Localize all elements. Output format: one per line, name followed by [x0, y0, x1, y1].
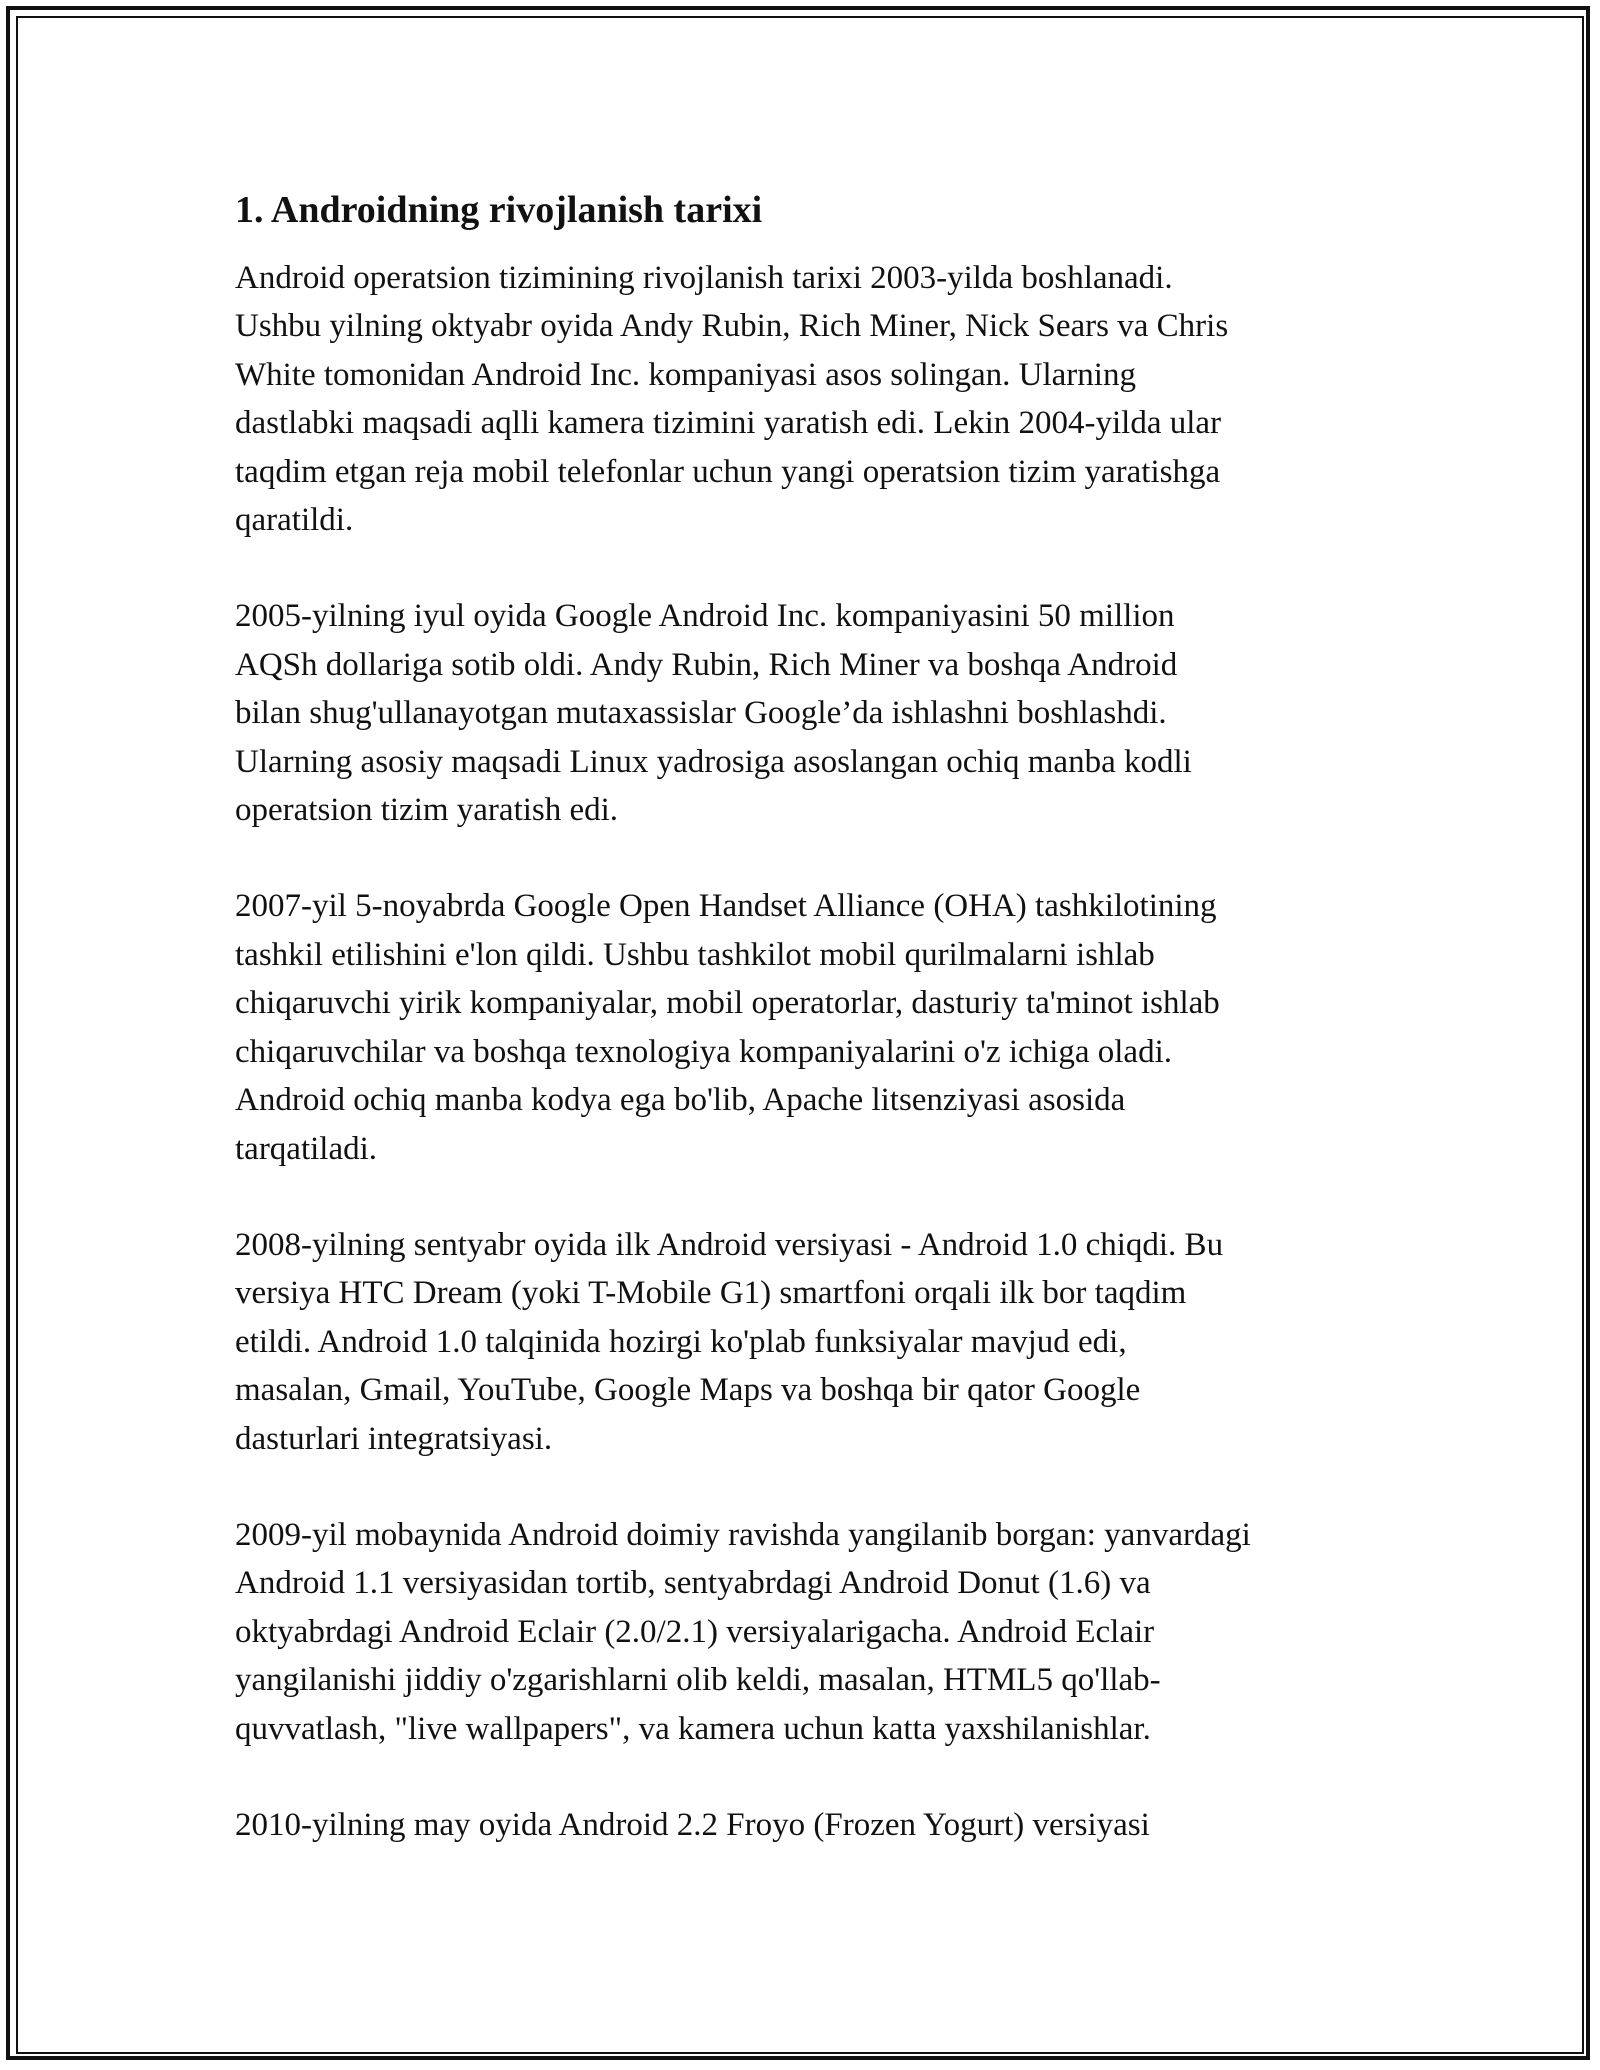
section-heading: 1. Androidning rivojlanish tarixi	[235, 189, 763, 231]
paragraph-2005: 2005-yilning iyul oyida Google Android Inc. kompaniyasini 50 million AQSh dollariga sotib oldi. Andy Rubin, Rich Miner va boshqa Android bilan shug'ullanayotgan mutaxassislar Google’da ishlashni boshlashdi. Ularning asosiy maqsadi Linux yadrosiga asoslangan ochiq manba kodli operatsion tizim yaratish edi.	[235, 598, 1192, 829]
paragraph-2008: 2008-yilning sentyabr oyida ilk Android versiyasi - Android 1.0 chiqdi. Bu versiya HTC Dream (yoki T-Mobile G1) smartfoni orqali ilk bor taqdim etildi. Android 1.0 talqinida hozirgi ko'plab funksiyalar mavjud edi, masalan, Gmail, YouTube, Google Maps va boshqa bir qator Google dasturlari integratsiyasi.	[235, 1226, 1224, 1457]
paragraph-2003: Android operatsion tizimining rivojlanish tarixi 2003-yilda boshlanadi. Ushbu yilning oktyabr oyida Andy Rubin, Rich Miner, Nick Sears va Chris White tomonidan Android Inc. kompaniyasi asos solingan. Ularning dastlabki maqsadi aqlli kamera tizimini yaratish edi. Lekin 2004-yilda ular taqdim etgan reja mobil telefonlar uchun yangi operatsion tizim yaratishga qaratildi.	[235, 260, 1229, 539]
paragraph-2010: 2010-yilning may oyida Android 2.2 Froyo (Frozen Yogurt) versiyasi	[235, 1806, 1150, 1843]
paragraph-2007: 2007-yil 5-noyabrda Google Open Handset Alliance (OHA) tashkilotining tashkil etilishini e'lon qildi. Ushbu tashkilot mobil qurilmalarni ishlab chiqaruvchi yirik kompaniyalar, mobil operatorlar, dasturiy ta'minot ishlab chiqaruvchilar va boshqa texnologiya kompaniyalarini o'z ichiga oladi. Android ochiq manba kodya ega bo'lib, Apache litsenziyasi asosida tarqatiladi.	[235, 888, 1220, 1167]
document-body	[235, 186, 1395, 1849]
paragraph-list	[235, 254, 1395, 1849]
paragraph-2009: 2009-yil mobaynida Android doimiy ravishda yangilanib borgan: yanvardagi Android 1.1 versiyasidan tortib, sentyabrdagi Android Donut (1.6) va oktyabrdagi Android Eclair (2.0/2.1) versiyalarigacha. Android Eclair yangilanishi jiddiy o'zgarishlarni olib keldi, masalan, HTML5 qo'llab- quvvatlash, "live wallpapers", va kamera uchun katta yaxshilanishlar.	[235, 1516, 1251, 1747]
